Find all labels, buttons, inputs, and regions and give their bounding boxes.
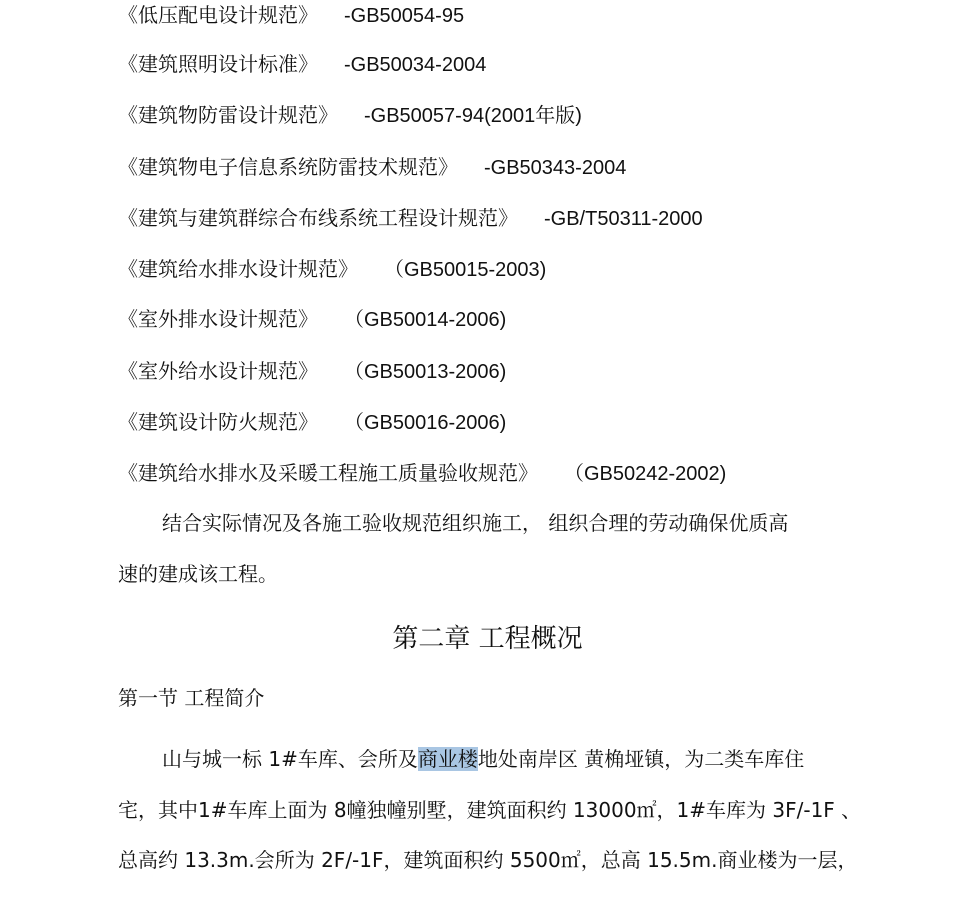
- standard-item: [118, 0, 464, 30]
- standard-name: 《建筑给水排水设计规范》: [118, 257, 358, 281]
- standard-code: （GB50242-2002): [564, 463, 727, 485]
- standard-code: （GB50016-2006): [344, 412, 507, 434]
- standard-name: 《室外排水设计规范》: [118, 307, 318, 331]
- standard-code: （GB50014-2006): [344, 309, 507, 331]
- standard-name: 《建筑照明设计标准》: [118, 52, 318, 76]
- standard-code: -GB50057-94(2001年版): [364, 105, 582, 127]
- overview-text: 山与城一标 1#车库、会所及: [162, 747, 418, 771]
- standard-item: [118, 304, 506, 334]
- intro-paragraph-line2: 速的建成该工程。: [118, 562, 278, 586]
- standard-code: （GB50015-2003): [384, 259, 547, 281]
- intro-paragraph-line1: 结合实际情况及各施工验收规范组织施工， 组织合理的劳动确保优质高: [162, 511, 789, 535]
- standard-code: （GB50013-2006): [344, 361, 507, 383]
- standard-item: [118, 458, 726, 488]
- standard-code: -GB50054-95: [344, 5, 465, 27]
- standard-item: [118, 100, 582, 130]
- standard-item: [118, 203, 703, 233]
- standard-name: 《建筑给水排水及采暖工程施工质量验收规范》: [118, 461, 538, 485]
- standard-name: 《低压配电设计规范》: [118, 3, 318, 27]
- section-title: 第一节 工程简介: [118, 686, 265, 710]
- chapter-title: 第二章 工程概况: [392, 624, 583, 654]
- overview-line3: 总高约 13.3m.会所为 2F/-1F，建筑面积约 5500㎡，总高 15.5m.商业楼为一层，: [118, 848, 858, 872]
- standard-code: -GB50343-2004: [484, 157, 627, 179]
- standard-name: 《建筑与建筑群综合布线系统工程设计规范》: [118, 206, 518, 230]
- overview-line1: [162, 744, 902, 774]
- standard-name: 《建筑设计防火规范》: [118, 410, 318, 434]
- standard-name: 《建筑物防雷设计规范》: [118, 103, 338, 127]
- overview-text: 地处南岸区 黄桷垭镇，为二类车库住: [477, 747, 805, 771]
- overview-line2: 宅，其中1#车库上面为 8幢独幢别墅，建筑面积约 13000㎡，1#车库为 3F/-1F 、: [118, 798, 862, 822]
- standard-name: 《室外给水设计规范》: [118, 359, 318, 383]
- standard-code: -GB/T50311-2000: [544, 208, 703, 230]
- standard-name: 《建筑物电子信息系统防雷技术规范》: [118, 155, 458, 179]
- standard-code: -GB50034-2004: [344, 54, 487, 76]
- standard-item: [118, 152, 626, 182]
- standard-item: [118, 49, 486, 79]
- standard-item: [118, 254, 546, 284]
- standard-item: [118, 356, 506, 386]
- standard-item: [118, 407, 506, 437]
- selected-text[interactable]: 商业楼: [417, 747, 478, 771]
